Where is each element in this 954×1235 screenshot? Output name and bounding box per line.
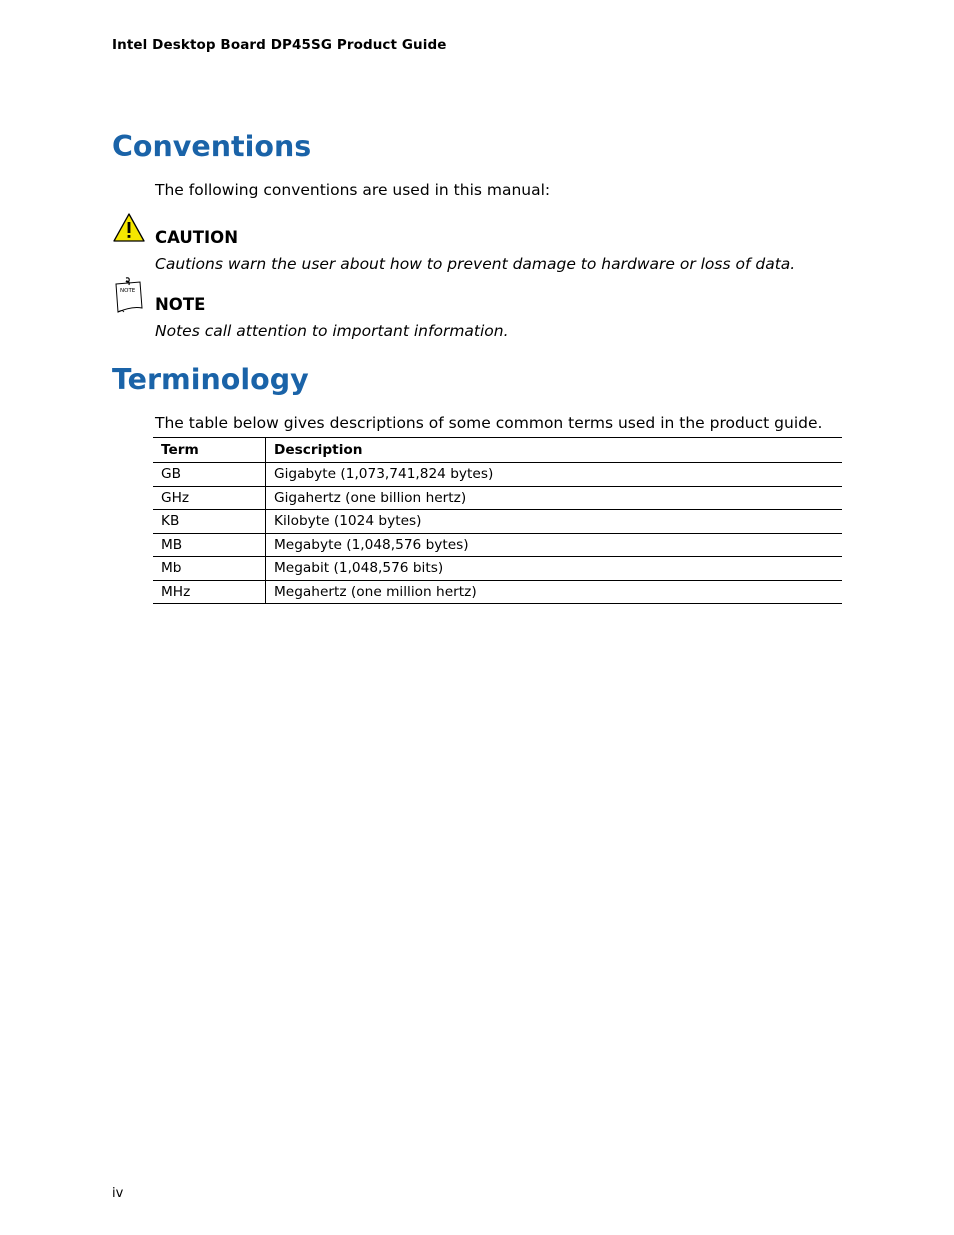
- column-header-description: Description: [266, 438, 843, 463]
- description-cell: Gigabyte (1,073,741,824 bytes): [266, 463, 843, 487]
- term-cell: MHz: [153, 580, 266, 604]
- note-text: Notes call attention to important information.: [155, 322, 509, 340]
- note-pad-icon: [112, 276, 146, 316]
- description-cell: Megabyte (1,048,576 bytes): [266, 533, 843, 557]
- term-cell: KB: [153, 510, 266, 534]
- term-cell: GB: [153, 463, 266, 487]
- terminology-intro: The table below gives descriptions of some common terms used in the product guide.: [155, 414, 823, 432]
- description-cell: Megabit (1,048,576 bits): [266, 557, 843, 581]
- table-row: [153, 510, 842, 534]
- column-header-term: Term: [153, 438, 266, 463]
- description-cell: Gigahertz (one billion hertz): [266, 486, 843, 510]
- running-header: Intel Desktop Board DP45SG Product Guide: [112, 37, 447, 53]
- note-label: NOTE: [155, 295, 206, 314]
- caution-text: Cautions warn the user about how to prevent damage to hardware or loss of data.: [155, 255, 796, 273]
- table-row: [153, 533, 842, 557]
- caution-label: CAUTION: [155, 228, 238, 247]
- table-row: [153, 580, 842, 604]
- terminology-heading: Terminology: [112, 363, 309, 396]
- table-header-row: [153, 438, 842, 463]
- term-cell: GHz: [153, 486, 266, 510]
- warning-triangle-icon: [112, 212, 146, 244]
- page-number: iv: [112, 1186, 124, 1201]
- table-row: [153, 486, 842, 510]
- description-cell: Kilobyte (1024 bytes): [266, 510, 843, 534]
- table-row: [153, 557, 842, 581]
- table-row: [153, 463, 842, 487]
- conventions-heading: Conventions: [112, 130, 312, 163]
- term-cell: MB: [153, 533, 266, 557]
- description-cell: Megahertz (one million hertz): [266, 580, 843, 604]
- terminology-table: [153, 437, 842, 604]
- note-icon-text: NOTE: [120, 288, 136, 294]
- conventions-intro: The following conventions are used in this manual:: [155, 181, 551, 199]
- term-cell: Mb: [153, 557, 266, 581]
